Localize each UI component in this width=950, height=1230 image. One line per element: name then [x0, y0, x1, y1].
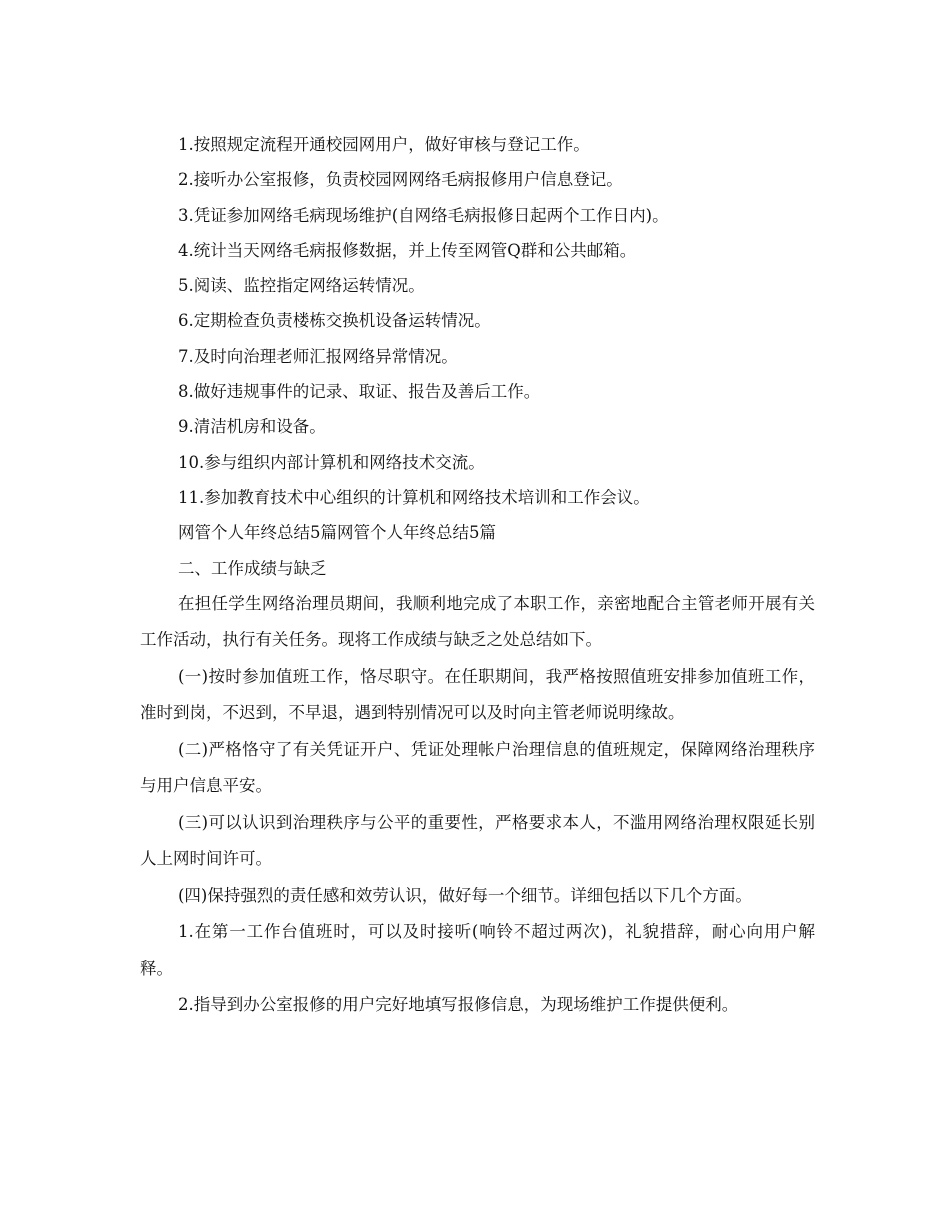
duty-item: 11.参加教育技术中心组织的计算机和网络技术培训和工作会议。: [178, 487, 650, 507]
body-paragraph: (二)严格恪守了有关凭证开户、凭证处理帐户治理信息的值班规定，保障网络治理秩序与用户信息平安。: [140, 739, 815, 796]
body-paragraph: (四)保持强烈的责任感和效劳认识，做好每一个细节。详细包括以下几个方面。: [178, 885, 752, 905]
duty-item: 8.做好违规事件的记录、取证、报告及善后工作。: [178, 382, 541, 402]
body-paragraph: 2.指导到办公室报修的用户完好地填写报修信息，为现场维护工作提供便利。: [178, 995, 739, 1015]
document-body: [140, 127, 815, 1024]
body-paragraph: (一)按时参加值班工作，恪尽职守。在任职期间，我严格按照值班安排参加值班工作，准时到岗，不迟到，不早退，遇到特别情况可以及时向主管老师说明缘故。: [140, 666, 815, 723]
duty-item: 10.参与组织内部计算机和网络技术交流。: [178, 452, 485, 472]
section-heading: 二、工作成绩与缺乏: [178, 558, 327, 578]
duty-item: 2.接听办公室报修，负责校园网网络毛病报修用户信息登记。: [178, 170, 623, 190]
body-paragraph: (三)可以认识到治理秩序与公平的重要性，严格要求本人，不滥用网络治理权限延长别人上网时间许可。: [140, 812, 815, 869]
duty-item: 3.凭证参加网络毛病现场维护(自网络毛病报修日起两个工作日内)。: [178, 205, 669, 225]
duty-item: 5.阅读、监控指定网络运转情况。: [178, 276, 425, 296]
duty-item: 6.定期检查负责楼栋交换机设备运转情况。: [178, 311, 491, 331]
duty-item: 7.及时向治理老师汇报网络异常情况。: [178, 346, 458, 366]
duty-item: 1.按照规定流程开通校园网用户，做好审核与登记工作。: [178, 135, 590, 154]
duty-item: 9.清洁机房和设备。: [178, 417, 326, 437]
body-paragraph: 1.在第一工作台值班时，可以及时接听(响铃不超过两次)，礼貌措辞，耐心向用户解释。: [140, 922, 815, 978]
body-paragraph: 在担任学生网络治理员期间，我顺利地完成了本职工作，亲密地配合主管老师开展有关工作活动，执行有关任务。现将工作成绩与缺乏之处总结如下。: [140, 593, 815, 650]
document-title-line: 网管个人年终总结5篇网管个人年终总结5篇: [178, 523, 496, 543]
duty-item: 4.统计当天网络毛病报修数据，并上传至网管Q群和公共邮箱。: [178, 240, 637, 260]
